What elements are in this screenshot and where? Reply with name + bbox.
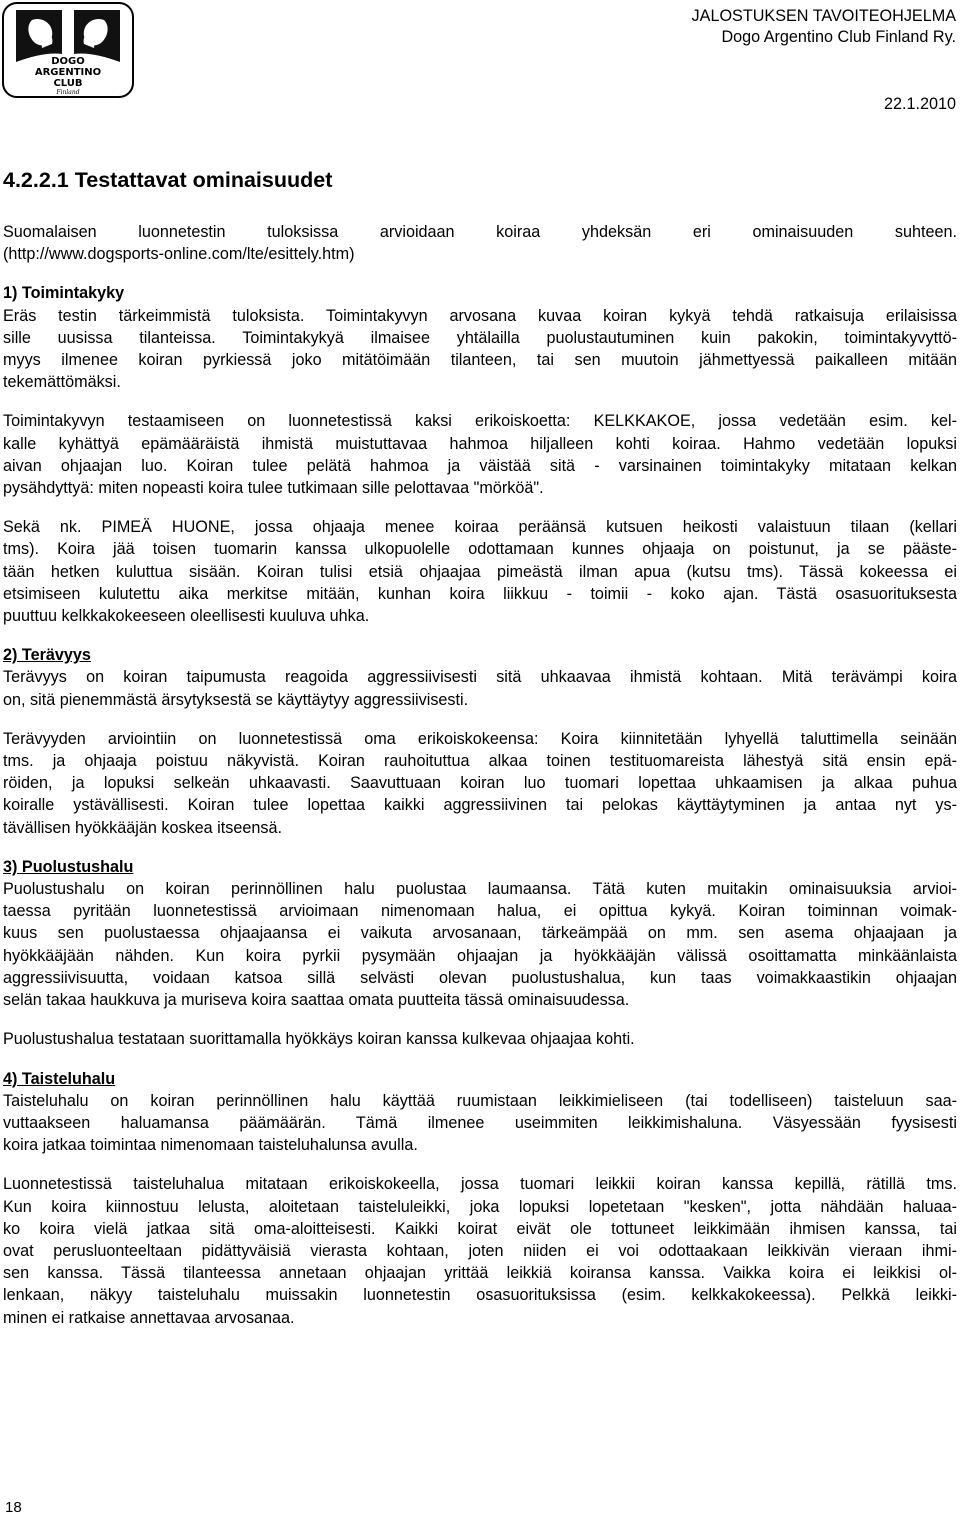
paragraph-line: ko koira vielä jatkaa sitä oma-aloitteisesti. Kaikki koirat eivät ole tottuneet leikkimään ihmisen kanssa, tai [3, 1219, 957, 1238]
paragraph-line: ovat perusluonteeltaan pidättyväisiä vierasta kohtaan, joten niiden ei voi odottaakaan leikkivän vieraan ihmi- [3, 1241, 957, 1260]
paragraph-line: Luonnetestissä taisteluhalua mitataan erikoiskokeella, jossa tuomari leikkii koiran kanssa kepillä, rätillä tms. [3, 1175, 957, 1194]
svg-text:Finland: Finland [56, 89, 80, 96]
paragraph-line: puuttuu kelkkakokeeseen oleellisesti kuuluva uhka. [3, 607, 370, 626]
paragraph-line: kalle kyhättyä epämääräistä ihmistä muistuttavaa hahmoa hiljalleen kohti koiraa. Hahmo vedetään lopuksi [3, 434, 957, 453]
paragraph-line: tekemättömäksi. [3, 373, 121, 392]
paragraph-line: tms. ja ohjaaja poistuu näkyvistä. Koiran rauhoituttua alkaa toinen testituomareista lähestyä sitä ensin epä- [3, 752, 957, 771]
paragraph-line: pysähdyttyä: miten nopeasti koira tulee tutkimaan sille pelottavaa "mörköä". [3, 479, 544, 498]
paragraph-line: lenkaan, näkyy taisteluhalu muissakin luonnetestin osasuorituksissa (esim. kelkkakokeessa). Pelkkä leikki- [3, 1286, 957, 1305]
paragraph-line: koira jatkaa toimintaa nimenomaan taisteluhalunsa avulla. [3, 1136, 418, 1155]
paragraph-line: Sekä nk. PIMEÄ HUONE, jossa ohjaaja menee koiraa peräänsä kutsuen heikosti valaistuun tilaan (kellari [3, 518, 957, 537]
subsection-title-teravyys: 2) Terävyys [3, 646, 91, 665]
dogo-argentino-logo-icon [2, 2, 134, 98]
section-heading: 4.2.2.1 Testattavat ominaisuudet [3, 168, 333, 192]
paragraph-line: Taisteluhalu on koiran perinnöllinen halu käyttää ruumistaan leikkimieliseen (tai todelliseen) taisteluun saa- [3, 1091, 957, 1110]
club-logo [2, 2, 134, 98]
paragraph-line: sen kanssa. Tässä tilanteessa annetaan ohjaajan yrittää leikkiä koiransa kanssa. Vaikka koira ei leikkisi ol- [3, 1264, 957, 1283]
document-title: JALOSTUKSEN TAVOITEOHJELMA [691, 7, 956, 25]
subsection-title-taisteluhalu: 4) Taisteluhalu [3, 1069, 116, 1088]
page-number: 18 [5, 1499, 22, 1516]
svg-text:DOGO: DOGO [51, 56, 85, 67]
paragraph-line: minen ei ratkaise annettavaa arvosanaa. [3, 1308, 295, 1327]
document-body [3, 221, 957, 1329]
paragraph-line: tävällisen hyökkääjän koskea itseensä. [3, 818, 282, 837]
paragraph-line: tään hetken kuluttua sisään. Koiran tulisi etsiä ohjaajaa pimeästä ilman apua (kutsu tms). Tässä kokeessa ei [3, 562, 957, 581]
document-date: 22.1.2010 [883, 95, 956, 113]
paragraph-line: Terävyyden arviointiin on luonnetestissä oma erikoiskokeensa: Koira kiinnitetään lyhyellä taluttimella seinään [3, 729, 957, 748]
paragraph-line: selän takaa haukkuva ja muriseva koira saattaa omata puutteita tässä ominaisuudessa. [3, 991, 630, 1010]
paragraph-line: taessa pyritään luonnetestissä arvioimaan nimenomaan halua, ei opittua kykyä. Koiran toiminnan voimak- [3, 902, 957, 921]
paragraph-line: vuttaakseen haluamansa päämäärän. Tämä ilmenee useimmiten leikkimishaluna. Väsyessään fyysisesti [3, 1113, 957, 1132]
paragraph-line: Toimintakyvyn testaamiseen on luonnetestissä kaksi erikoiskoetta: KELKKAKOE, jossa vedetään esim. kel- [3, 412, 957, 431]
club-name: Dogo Argentino Club Finland Ry. [721, 28, 956, 46]
intro-link: (http://www.dogsports-online.com/lte/esittely.htm) [3, 245, 355, 264]
paragraph-line: tms). Koira jää toisen tuomarin kanssa ulkopuolelle odottamaan kunnes ohjaaja on poistunut, ja se pääste- [3, 540, 957, 559]
paragraph-line: aivan ohjaajan luo. Koiran tulee pelätä hahmoa ja väistää sitä - varsinainen toimintakyky mitataan kelkan [3, 456, 957, 475]
svg-text:ARGENTINO: ARGENTINO [34, 67, 102, 78]
paragraph-line: on, sitä pienemmästä ärsytyksestä se käyttäytyy aggressiivisesti. [3, 690, 469, 709]
svg-text:CLUB: CLUB [53, 78, 83, 89]
paragraph-line: aggressiivisuutta, voidaan katsoa sillä selvästi olevan puolustushalua, kun taas voimakkaastikin ohjaajan [3, 968, 957, 987]
paragraph-line: hyökkääjään nähden. Kun koira pyrkii pysymään ohjaajan ja hyökkääjän välissä osoittamatta minkäänlaista [3, 946, 957, 965]
paragraph-line: koiralle ystävällisesti. Koiran tulee lopettaa kaikki aggressiivinen tai pelokas käyttäytyminen ja antaa nyt ys- [3, 796, 957, 815]
paragraph-line: Eräs testin tärkeimmistä tuloksista. Toimintakyvyn arvosana kuvaa koiran kykyä tehdä ratkaisuja erilaisissa [3, 306, 957, 325]
paragraph-line: Terävyys on koiran taipumusta reagoida aggressiivisesti sitä uhkaavaa ihmistä kohtaan. Mitä terävämpi koira [3, 668, 957, 687]
subsection-title-toimintakyky: 1) Toimintakyky [3, 284, 125, 303]
paragraph-line: kuus sen puolustaessa ohjaajaansa ei vaikuta arvosanaan, tärkeämpää on mm. sen asema ohjaajaan ja [3, 924, 957, 943]
paragraph-line: Puolustushalua testataan suorittamalla hyökkäys koiran kanssa kulkevaa ohjaajaa kohti. [3, 1030, 635, 1049]
paragraph-line: myys ilmenee koiran pyrkiessä joko mitätöimään tilanteen, tai sen muutoin jähmettyessä paikalleen mitään [3, 351, 957, 370]
paragraph-line: Puolustushalu on koiran perinnöllinen halu puolustaa laumaansa. Tätä kuten muitakin ominaisuuksia arvioi- [3, 880, 957, 899]
paragraph-line: etsimiseen kulutettu aika merkitse mitään, kunhan koira liikkuu - toimii - koko ajan. Tästä osasuorituksesta [3, 584, 957, 603]
subsection-title-puolustushalu: 3) Puolustushalu [3, 857, 134, 876]
paragraph-line: Kun koira kiinnostuu lelusta, aloitetaan taisteluleikki, joka lopuksi lopetetaan "kesken", jotta nähdään haluaa- [3, 1197, 957, 1216]
intro-line: Suomalaisen luonnetestin tuloksissa arvioidaan koiraa yhdeksän eri ominaisuuden suhteen. [3, 223, 957, 241]
paragraph-line: sille uusissa tilanteissa. Toimintakykyä ilmaisee yhtälailla puolustautuminen kuin pakokin, toimintakyvyttö- [3, 328, 957, 347]
paragraph-line: röiden, ja lopuksi selkeän uhkaavasti. Saavuttuaan koiran luo tuomari lopettaa uhkaamisen ja alkaa puhua [3, 774, 957, 793]
